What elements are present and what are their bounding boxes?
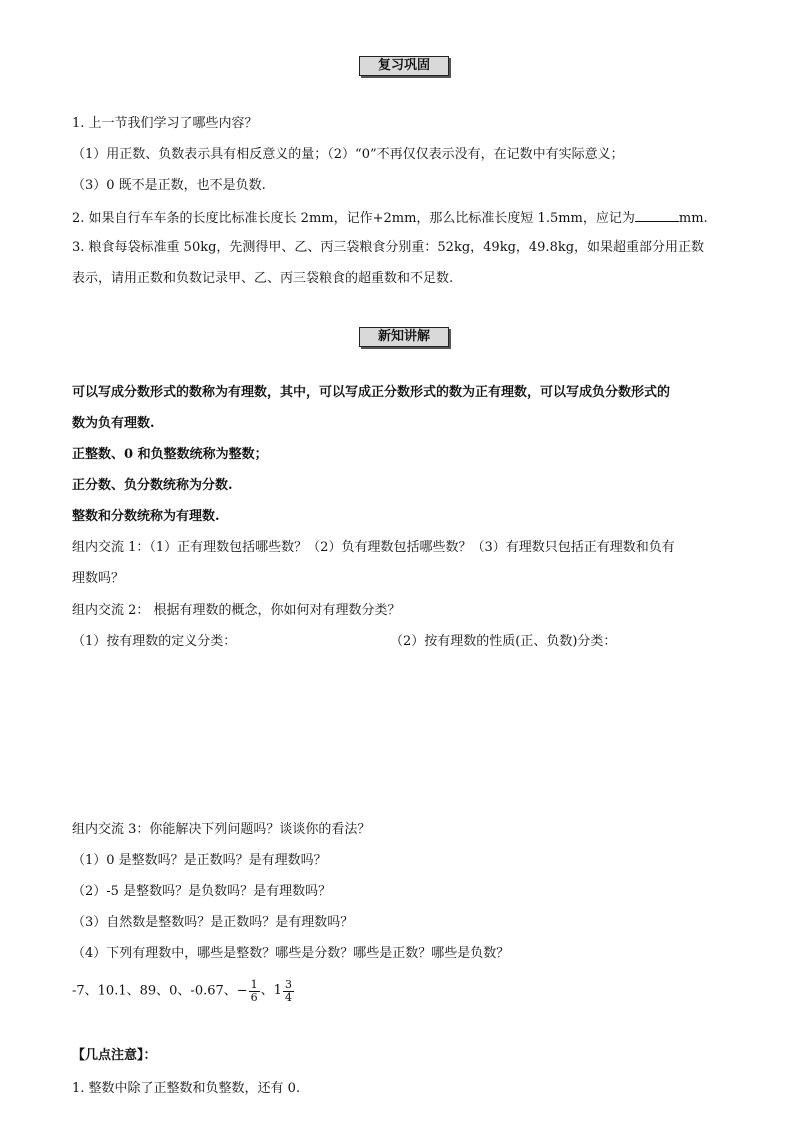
- question-1-answer-line-1: （1）用正数、负数表示具有相反意义的量；（2）“0”不再仅仅表示没有，在记数中有实际意义；: [72, 147, 624, 162]
- question-3-line-2: 表示，请用正数和负数记录甲、乙、丙三袋粮食的超重数和不足数.: [72, 271, 454, 286]
- group-discussion-2: 组内交流 2： 根据有理数的概念，你如何对有理数分类？: [72, 603, 401, 618]
- question-2-text: 2. 如果自行车车条的长度比标准长度长 2mm，记作+2mm，那么比标准长度短 1.5mm，应记为: [72, 211, 635, 226]
- definition-integers: 正整数、0 和负整数统称为整数；: [72, 447, 268, 462]
- group-discussion-3-q3: （3）自然数是整数吗？是正数吗？是有理数吗？: [72, 915, 354, 930]
- definition-rationals: 整数和分数统称为有理数.: [72, 509, 220, 524]
- fraction-one-sixth: $\frac{1}{6}$: [250, 977, 258, 1004]
- note-1: 1. 整数中除了正整数和负整数，还有 0.: [72, 1081, 301, 1096]
- definition-line-2: 数为负有理数.: [72, 416, 155, 431]
- group-discussion-1-line-1: 组内交流 1：（1）正有理数包括哪些数？（2）负有理数包括哪些数？（3）有理数只包括正有理数和负有: [72, 540, 675, 555]
- new-knowledge-section-header: 新知讲解: [359, 327, 449, 347]
- classification-by-definition: （1）按有理数的定义分类：: [72, 634, 237, 649]
- answer-blank[interactable]: [635, 209, 679, 222]
- group-discussion-3-q4: （4）下列有理数中，哪些是整数？哪些是分数？哪些是正数？哪些是负数？: [72, 946, 510, 961]
- rational-number-list: [72, 975, 295, 1008]
- question-3-line-1: 3. 粮食每袋标准重 50kg，先测得甲、乙、丙三袋粮食分别重：52kg，49kg，49.8kg，如果超重部分用正数: [72, 240, 705, 255]
- number-list-text: -7、10.1、89、0、-0.67、−: [72, 983, 248, 999]
- group-discussion-1-line-2: 理数吗？: [72, 571, 125, 586]
- question-2-unit: mm.: [678, 211, 708, 226]
- mixed-number-whole: 、1: [260, 983, 282, 998]
- question-1: 1. 上一节我们学习了哪些内容？: [72, 116, 258, 131]
- definition-fractions: 正分数、负分数统称为分数.: [72, 478, 233, 493]
- review-section-header: 复习巩固: [359, 56, 449, 76]
- group-discussion-3-q1: （1）0 是整数吗？是正数吗？是有理数吗？: [72, 853, 327, 868]
- question-2: [72, 209, 708, 227]
- classification-by-sign: （2）按有理数的性质(正、负数)分类：: [390, 634, 617, 649]
- group-discussion-3-q2: （2）-5 是整数吗？是负数吗？是有理数吗？: [72, 884, 332, 899]
- question-1-answer-line-2: （3）0 既不是正数，也不是负数.: [72, 178, 266, 193]
- fraction-three-quarters: $\frac{3}{4}$: [284, 977, 292, 1004]
- group-discussion-3: 组内交流 3：你能解决下列问题吗？谈谈你的看法？: [72, 822, 371, 837]
- notes-header: 【几点注意】：: [72, 1048, 157, 1063]
- definition-line-1: 可以写成分数形式的数称为有理数，其中，可以写成正分数形式的数为正有理数，可以写成负分数形式的: [72, 385, 671, 400]
